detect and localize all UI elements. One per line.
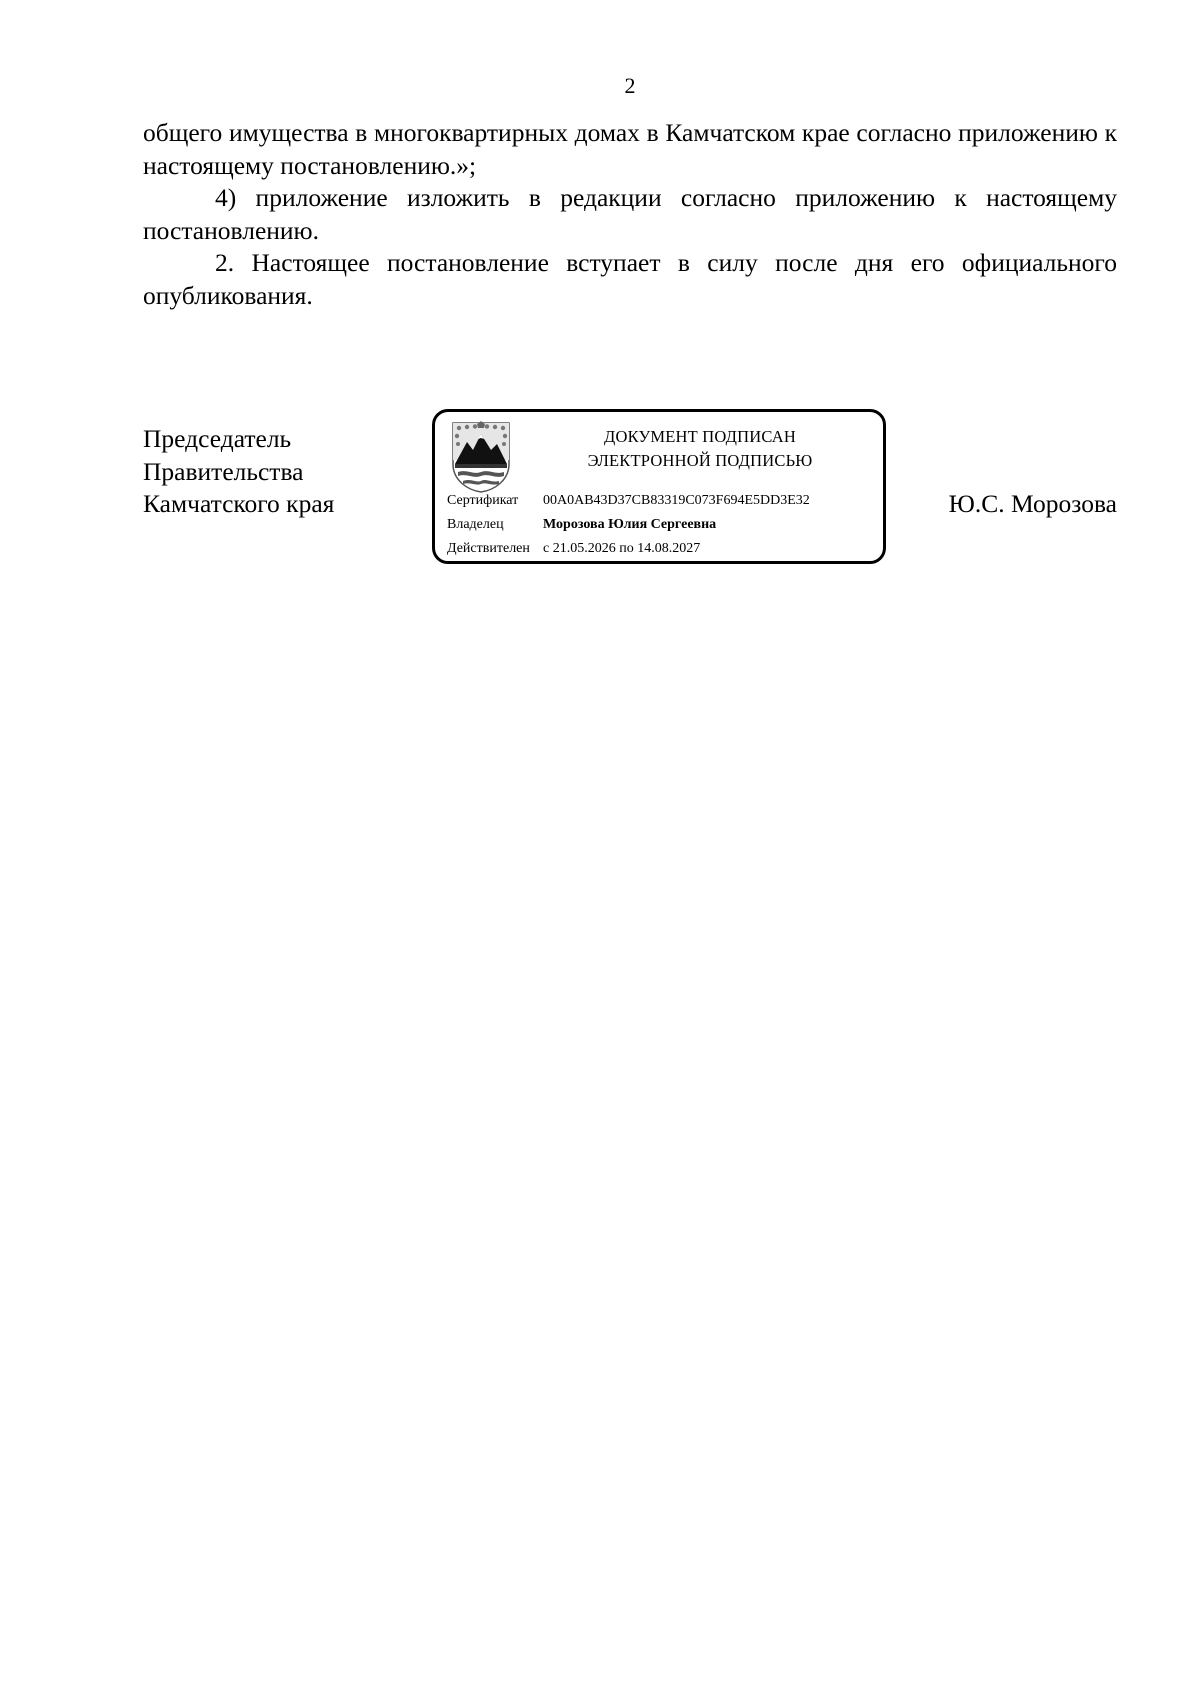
signatory-name: Ю.С. Морозова [948, 489, 1117, 518]
signatory-position-line: Правительства [143, 456, 304, 486]
validity-label: Действителен [447, 541, 530, 556]
stamp-title-line: ДОКУМЕНТ ПОДПИСАН [604, 427, 796, 446]
validity-to-date: 14.08.2027 [637, 541, 701, 556]
stamp-validity-row [447, 540, 700, 558]
electronic-signature-stamp [432, 409, 886, 564]
owner-name: Морозова Юлия Сергеевна [543, 517, 717, 532]
validity-from-date: 21.05.2026 [552, 541, 616, 556]
paragraph-item-4: 4) приложение изложить в редакции согласно приложению к настоящему постановлению. [143, 183, 1117, 245]
stamp-owner-row [447, 516, 716, 534]
signatory-position-line: Председатель [143, 424, 292, 453]
stamp-certificate-row [447, 492, 810, 510]
validity-from-prefix: с [543, 541, 550, 556]
signatory-position-line: Камчатского края [143, 489, 335, 518]
paragraph-continuation: общего имущества в многоквартирных домах в Камчатском крае согласно приложению к настоящему постановлению.»; [143, 118, 1117, 180]
stamp-title [535, 425, 865, 473]
page-number: 2 [624, 73, 636, 98]
signatory-position [143, 423, 334, 521]
certificate-label: Сертификат [447, 493, 519, 508]
stamp-title-line: ЭЛЕКТРОННОЙ ПОДПИСЬЮ [587, 451, 813, 470]
owner-label: Владелец [447, 517, 504, 532]
validity-to-prefix: по [619, 541, 634, 556]
paragraph-clause-2: 2. Настоящее постановление вступает в силу после дня его официального опубликования. [143, 248, 1117, 310]
kamchatka-coat-of-arms-icon [449, 420, 513, 494]
certificate-number: 00A0AB43D37CB83319C073F694E5DD3E32 [543, 493, 810, 508]
document-body [143, 117, 1117, 312]
